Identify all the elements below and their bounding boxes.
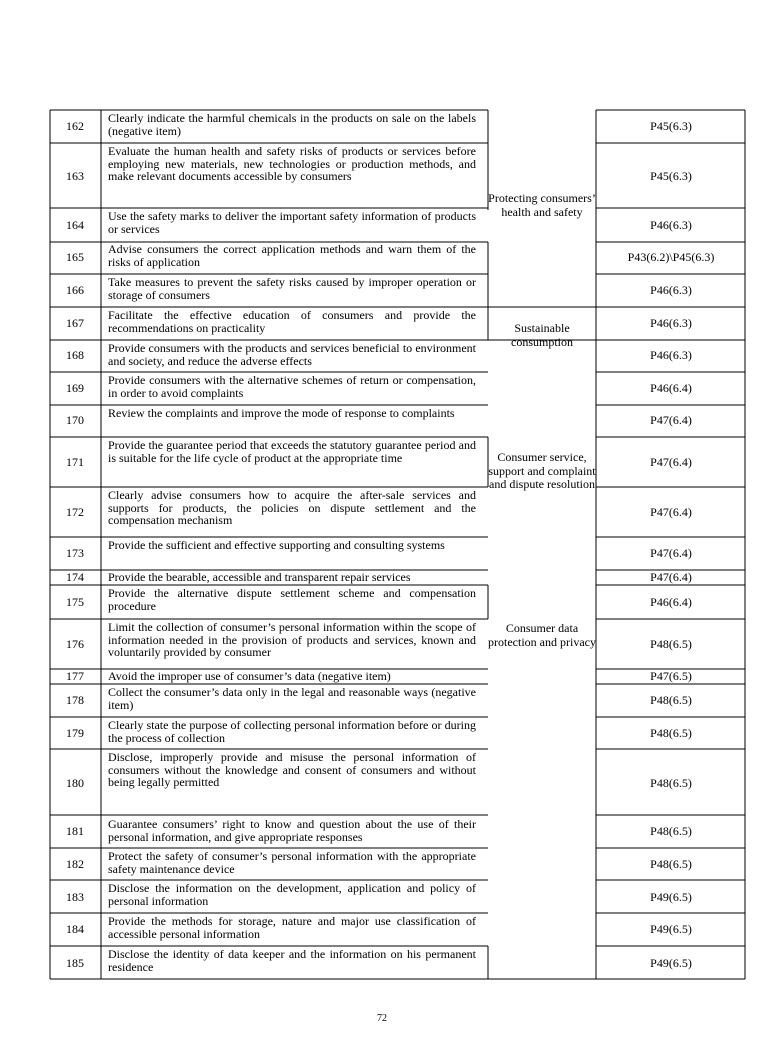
row-number: 167 [66,316,84,330]
row-number: 177 [66,669,84,683]
row-description: Clearly indicate the harmful chemicals in the products on sale on the labels (negative item) [108,111,476,138]
row-reference: P48(6.5) [650,824,692,838]
row-number: 166 [66,283,84,297]
row-description: Provide the guarantee period that exceeds the statutory guarantee period and is suitable for the life cycle of product at the appropriate time [108,438,476,465]
row-number: 168 [66,348,84,362]
row-reference: P46(6.3) [650,218,692,232]
row-description: Disclose the information on the development, application and policy of personal information [108,881,476,908]
row-description: Take measures to prevent the safety risks caused by improper operation or storage of consumers [108,275,476,302]
row-reference: P48(6.5) [650,693,692,707]
row-description: Collect the consumer’s data only in the legal and reasonable ways (negative item) [108,685,476,712]
category-consumer-service: Consumer service, support and complaint and dispute resolution [488,450,596,491]
row-description: Limit the collection of consumer’s personal information within the scope of information needed in the provision of products and services, known and voluntarily provided by consumer [108,620,476,660]
row-number: 185 [66,956,84,970]
row-description: Guarantee consumers’ right to know and question about the use of their personal information, and give appropriate responses [108,817,476,844]
row-number: 170 [66,413,84,427]
row-reference: P43(6.2)\P45(6.3) [627,250,715,264]
row-reference: P47(6.4) [650,546,692,560]
row-description: Provide the methods for storage, nature and major use classification of accessible personal information [108,914,476,941]
row-reference: P45(6.3) [650,169,692,183]
row-number: 175 [66,595,84,609]
row-reference: P48(6.5) [650,776,692,790]
row-description: Provide the bearable, accessible and transparent repair services [108,570,411,584]
page-number: 72 [377,1013,387,1024]
row-reference: P48(6.5) [650,637,692,651]
row-reference: P46(6.4) [650,381,692,395]
row-description: Protect the safety of consumer’s personal information with the appropriate safety maintenance device [108,849,476,876]
row-number: 181 [66,824,84,838]
row-number: 184 [66,922,84,936]
category-data-protection: Consumer data protection and privacy [488,621,596,649]
row-reference: P46(6.3) [650,348,692,362]
row-number: 171 [66,455,84,469]
row-reference: P47(6.4) [650,570,692,584]
row-description: Facilitate the effective education of consumers and provide the recommendations on practicality [108,308,476,335]
row-reference: P46(6.3) [650,316,692,330]
row-reference: P49(6.5) [650,956,692,970]
category-sustainable-consumption: Sustainable consumption [511,321,573,349]
row-reference: P47(6.4) [650,413,692,427]
row-reference: P46(6.4) [650,595,692,609]
row-number: 176 [66,637,84,651]
row-reference: P45(6.3) [650,119,692,133]
row-reference: P46(6.3) [650,283,692,297]
row-reference: P49(6.5) [650,922,692,936]
row-reference: P47(6.4) [650,505,692,519]
row-reference: P48(6.5) [650,726,692,740]
row-description: Use the safety marks to deliver the important safety information of products or services [108,209,476,236]
row-description: Disclose the identity of data keeper and the information on his permanent residence [108,947,476,974]
row-number: 169 [66,381,84,395]
row-number: 179 [66,726,84,740]
row-number: 178 [66,693,84,707]
row-description: Review the complaints and improve the mode of response to complaints [108,406,455,420]
row-description: Provide consumers with the products and services beneficial to environment and society, and reduce the adverse effects [108,341,476,368]
row-reference: P47(6.4) [650,455,692,469]
row-number: 183 [66,890,84,904]
row-description: Disclose, improperly provide and misuse the personal information of consumers without the knowledge and consent of consumers and without being legally permitted [108,750,476,790]
row-number: 180 [66,776,84,790]
row-description: Avoid the improper use of consumer’s data (negative item) [108,669,391,683]
row-description: Advise consumers the correct application methods and warn them of the risks of application [108,242,476,269]
row-number: 173 [66,546,84,560]
category-health-safety: Protecting consumers’ health and safety [488,191,596,219]
row-description: Provide the sufficient and effective supporting and consulting systems [108,538,445,552]
row-number: 165 [66,250,84,264]
row-number: 174 [66,570,84,584]
row-reference: P49(6.5) [650,890,692,904]
row-number: 182 [66,857,84,871]
row-description: Clearly advise consumers how to acquire the after-sale services and supports for products, the policies on dispute settlement and the compensation mechanism [108,488,476,528]
row-reference: P47(6.5) [650,669,692,683]
row-number: 162 [66,119,84,133]
row-number: 172 [66,505,84,519]
row-number: 163 [66,169,84,183]
row-description: Evaluate the human health and safety risks of products or services before employing new materials, new technologies or production methods, and make relevant documents accessible by consumers [108,144,476,184]
row-reference: P48(6.5) [650,857,692,871]
row-number: 164 [66,218,84,232]
row-description: Clearly state the purpose of collecting personal information before or during the process of collection [108,718,476,745]
row-description: Provide the alternative dispute settlement scheme and compensation procedure [108,586,476,613]
row-description: Provide consumers with the alternative schemes of return or compensation, in order to avoid complaints [108,373,476,400]
